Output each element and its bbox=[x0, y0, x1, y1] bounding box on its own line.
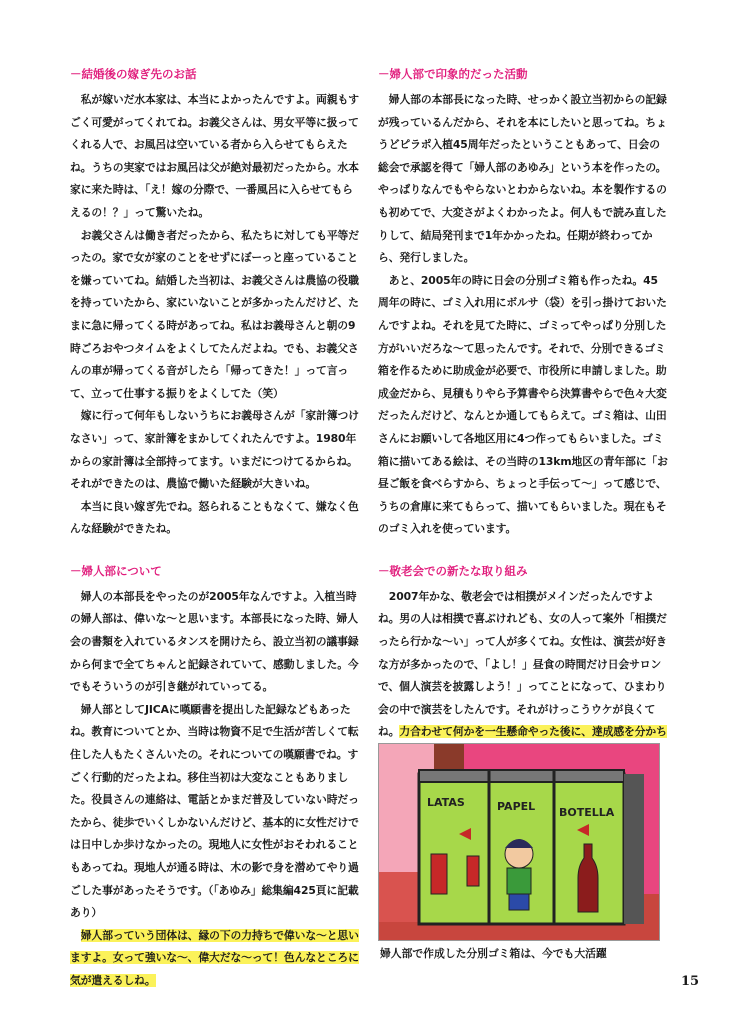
section-title-activity: －婦人部で印象的だった活動 bbox=[378, 67, 528, 81]
paragraph: お義父さんは働き者だったから、私たちに対しても平等だったの。家で女が家のことをせずにぼーっと座っていることを嫌っていてね。結婚した当初は、お義父さんは農協の役職を持っていたから、家にいないことが多かったんだけど、たまに急に帰ってくる時があってね。私はお義母さんと朝の9時ごろおやつタイムをよくしてたんだよね。でも、お義父さんの車が帰ってくる音がしたら「帰ってきた！」って言って、立って仕事する振りをよくしてた（笑） bbox=[70, 228, 359, 400]
photo-caption: 婦人部で作成した分別ゴミ箱は、今でも大活躍 bbox=[380, 947, 607, 960]
trash-bin-illustration bbox=[379, 744, 659, 940]
paragraph: あと、2005年の時に日会の分別ゴミ箱も作ったね。45周年の時に、ゴミ入れ用にボルサ（袋）を引っ掛けておいたんですよね。それを見てた時に、ゴミってやっぱり分別した方がいいだろな～て思ったんです。それで、分別できるゴミ箱を作るために助成金が必要で、市役所に申請しました。助成金だから、見積もりやら予算書やら決算書やらで色々大変だったんだけど、なんとか通してもらえて。ゴミ箱は、山田さんにお願いして各地区用に4つ作ってもらいました。ゴミ箱に描いてある絵は、その当時の13km地区の青年部に「お昼ご飯を食べらすから、ちょっと手伝って～」って感じで、うちの倉庫に来てもらって、描いてもらいました。現在もそのゴミ入れを使っています。 bbox=[378, 273, 668, 536]
highlight-paragraph bbox=[70, 925, 360, 993]
trash-bin-photo bbox=[378, 743, 660, 941]
label-botella: BOTELLA bbox=[559, 806, 615, 819]
paragraph-text: 2007年かな、敬老会では相撲がメインだったんですよね。男の人は相撲で喜ぶけれども、女の人って案外「相撲だったら行かな～い」って人が多くてね。女性は、演芸が好きな方が多かったので、「よし！」昼食の時間だけ日会サロンで、個人演芸を披露しよう！」ってことになって、ひまわり会の中で演芸をしたんです。それがけっこうウケが良くてね。 bbox=[378, 589, 667, 739]
paragraph: 嫁に行って何年もしないうちにお義母さんが「家計簿つけなさい」って、家計簿をまかしてくれたんですよ。1980年からの家計簿は全部持ってます。いまだにつけてるからね。それができたのは、農協で働いた経験が大きいね。 bbox=[70, 409, 359, 491]
section-title-elders: －敬老会での新たな取り組み bbox=[378, 563, 528, 578]
label-latas: LATAS bbox=[427, 796, 465, 809]
left-column bbox=[70, 66, 360, 993]
highlight-text: 婦人部っていう団体は、縁の下の力持ちで偉いな～と思いますよ。女って強いな～、偉大だな～って！色んなところに気が遣えるしね。 bbox=[70, 928, 359, 987]
page-number: 15 bbox=[681, 974, 700, 989]
right-column bbox=[378, 66, 668, 767]
section-title-womens-dept: －婦人部について bbox=[70, 563, 162, 578]
paragraph bbox=[378, 586, 668, 767]
paragraph: 婦人の本部長をやったのが2005年なんですよ。入植当時の婦人部は、偉いな～と思います。本部長になった時、婦人会の書類を入れているタンスを開けたら、設立当初の議事録から何まで全てちゃんと記録されていて、感動しました。今でもそういうのが引き継がれていってる。 bbox=[70, 589, 359, 694]
section-title-marriage: －結婚後の嫁ぎ先のお話 bbox=[70, 67, 197, 81]
paragraph: 婦人部としてJICAに嘆願書を提出した記録などもあったね。教育についてとか、当時は物資不足で生活が苦しくて転住した人もたくさんいたの。それについての嘆願書でね。すごく行動的だったよね。移住当初は大変なこともありました。役員さんの連絡は、電話とかまだ普及していない時だったから、徒歩でいくしかないんだけど、基本的に女性だけでは日中しか歩けなかったの。現地人に女性がおそわれることもあってね。現地人が通る時は、木の影で身を潜めてやり過ごした事があったそうです。（「あゆみ」総集編425頁に記載あり） bbox=[70, 702, 359, 920]
paragraph: 婦人部の本部長になった時、せっかく設立当初からの記録が残っているんだから、それを本にしたいと思ってね。ちょうどピラポ入植45周年だったということもあって、日会の総会で承認を得て「婦人部のあゆみ」という本を作ったの。やっぱりなんでもやらないとわからないね。本を製作するのも初めてで、大変さがよくわかったよ。何人もで読み直したりして、結局発刊まで1年かかったね。任期が終わってから、発行しました。 bbox=[378, 93, 667, 265]
label-papel: PAPEL bbox=[497, 800, 536, 813]
paragraph: 私が嫁いだ水本家は、本当によかったんですよ。両親もすごく可愛がってくれてね。お義父さんは、男女平等に扱ってくれる人で、お風呂は空いている者から入らせてもらえたね。うちの実家ではお風呂は父が絶対最初だったから。水本家に来た時は、「え！嫁の分際で、一番風呂に入らせてもらえるの！？」って驚いたね。 bbox=[70, 93, 359, 219]
highlight-text: 力合わせて何かを一生懸命やった後に、達成感を分かち bbox=[378, 725, 667, 761]
paragraph: 本当に良い嫁ぎ先でね。怒られることもなくて、嫌なく色んな経験ができたね。 bbox=[70, 499, 359, 536]
